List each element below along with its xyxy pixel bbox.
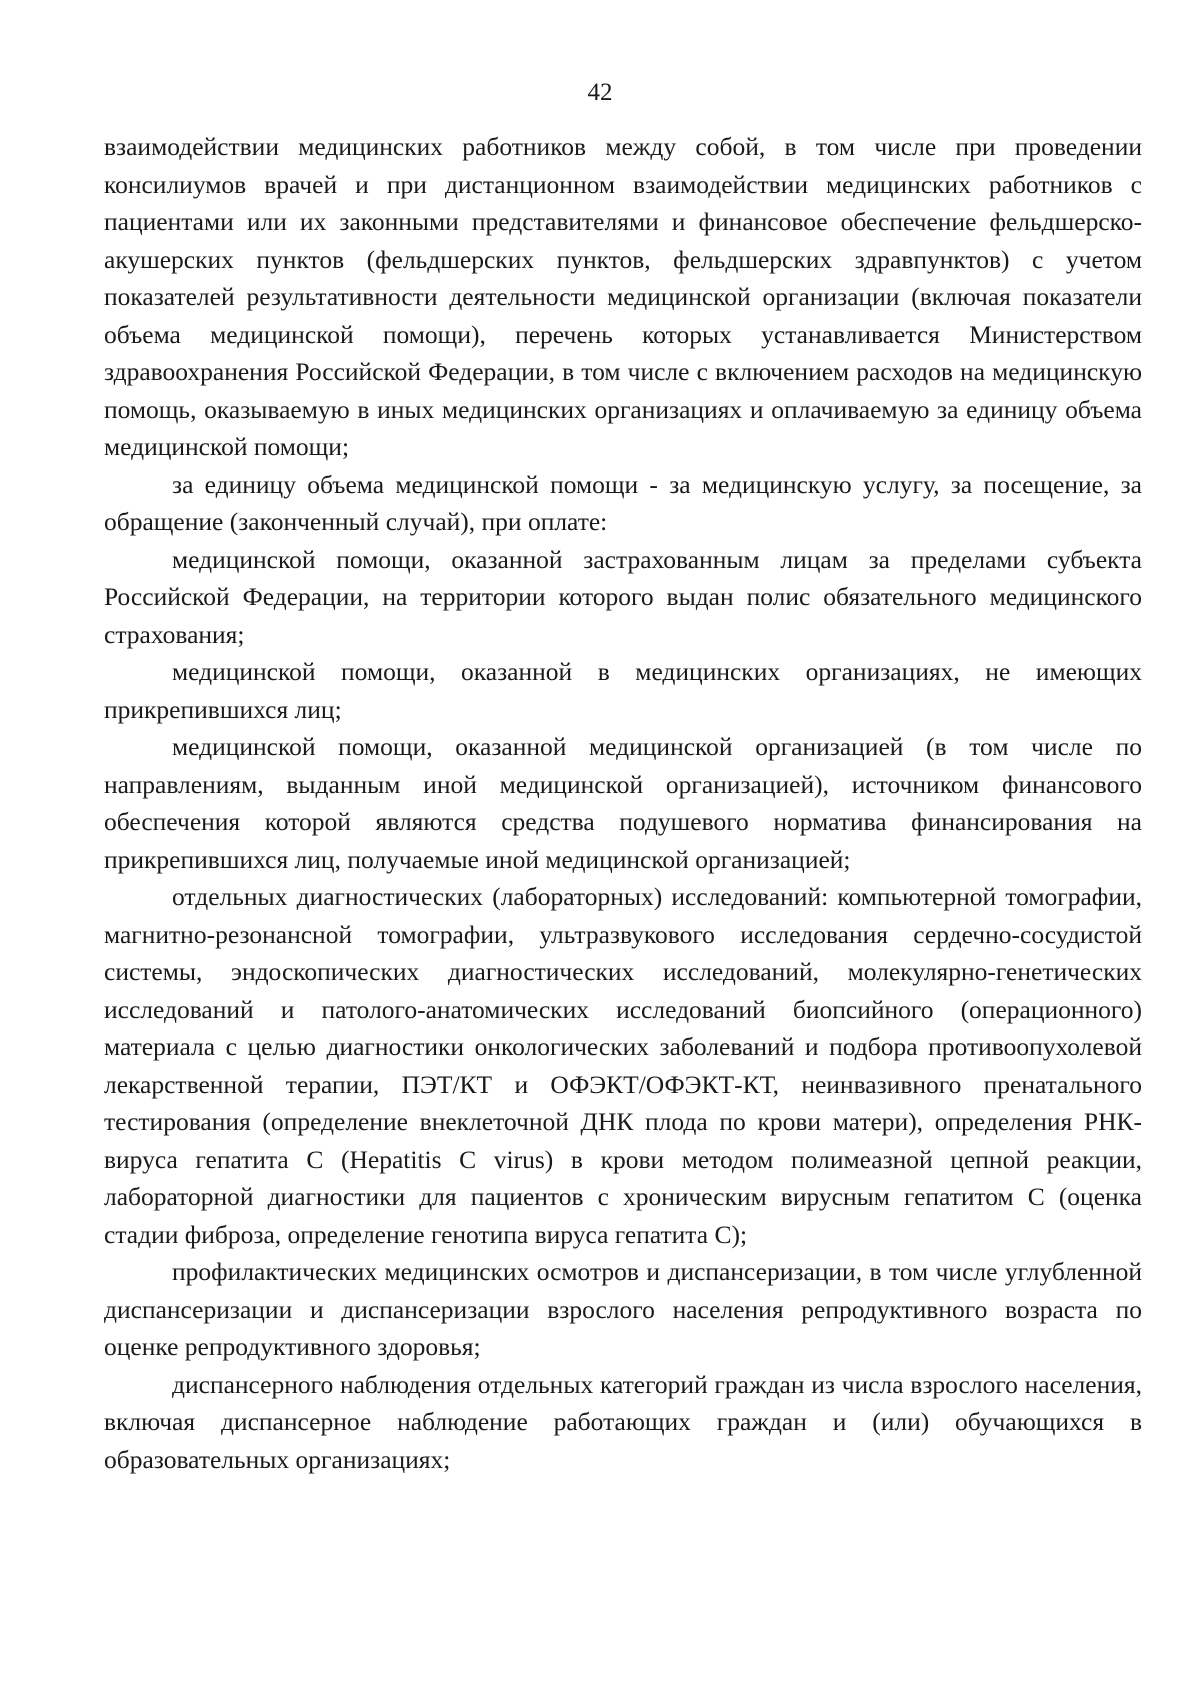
document-body <box>104 128 1142 1478</box>
paragraph: медицинской помощи, оказанной застрахованным лицам за пределами субъекта Российской Федерации, на территории которого выдан полис обязательного медицинского страхования; <box>104 544 1142 649</box>
paragraph: диспансерного наблюдения отдельных категорий граждан из числа взрослого населения, включая диспансерное наблюдение работающих граждан и (или) обучающихся в образовательных организациях; <box>104 1369 1142 1474</box>
paragraph: отдельных диагностических (лабораторных) исследований: компьютерной томографии, магнитно-резонансной томографии, ультразвукового исследования сердечно-сосудистой системы, эндоскопических диагностических исследований, молекулярно-генетических исследований и патолого-анатомических исследований биопсийного (операционного) материала с целью диагностики онкологических заболеваний и подбора противоопухолевой лекарственной терапии, ПЭТ/КТ и ОФЭКТ/ОФЭКТ-КТ, неинвазивного пренатального тестирования (определение внеклеточной ДНК плода по крови матери), определения РНК-вируса гепатита С (Hepatitis C virus) в крови методом полимеазной цепной реакции, лабораторной диагностики для пациентов с хроническим вирусным гепатитом С (оценка стадии фиброза, определение генотипа вируса гепатита С); <box>104 882 1142 1249</box>
page-number: 42 <box>587 79 613 106</box>
paragraph: медицинской помощи, оказанной в медицинских организациях, не имеющих прикрепившихся лиц; <box>104 657 1142 724</box>
paragraph: за единицу объема медицинской помощи - за медицинскую услугу, за посещение, за обращение (законченный случай), при оплате: <box>104 469 1142 536</box>
paragraph: медицинской помощи, оказанной медицинской организацией (в том числе по направлениям, выданным иной медицинской организацией), источником финансового обеспечения которой являются средства подушевого норматива финансирования на прикрепившихся лиц, получаемые иной медицинской организацией; <box>104 732 1142 874</box>
paragraph: профилактических медицинских осмотров и диспансеризации, в том числе углубленной диспансеризации и диспансеризации взрослого населения репродуктивного возраста по оценке репродуктивного здоровья; <box>104 1257 1142 1361</box>
paragraph: взаимодействии медицинских работников между собой, в том числе при проведении консилиумов врачей и при дистанционном взаимодействии медицинских работников с пациентами или их законными представителями и финансовое обеспечение фельдшерско-акушерских пунктов (фельдшерских пунктов, фельдшерских здравпунктов) с учетом показателей результативности деятельности медицинской организации (включая показатели объема медицинской помощи), перечень которых устанавливается Министерством здравоохранения Российской Федерации, в том числе с включением расходов на медицинскую помощь, оказываемую в иных медицинских организациях и оплачиваемую за единицу объема медицинской помощи; <box>104 132 1142 461</box>
